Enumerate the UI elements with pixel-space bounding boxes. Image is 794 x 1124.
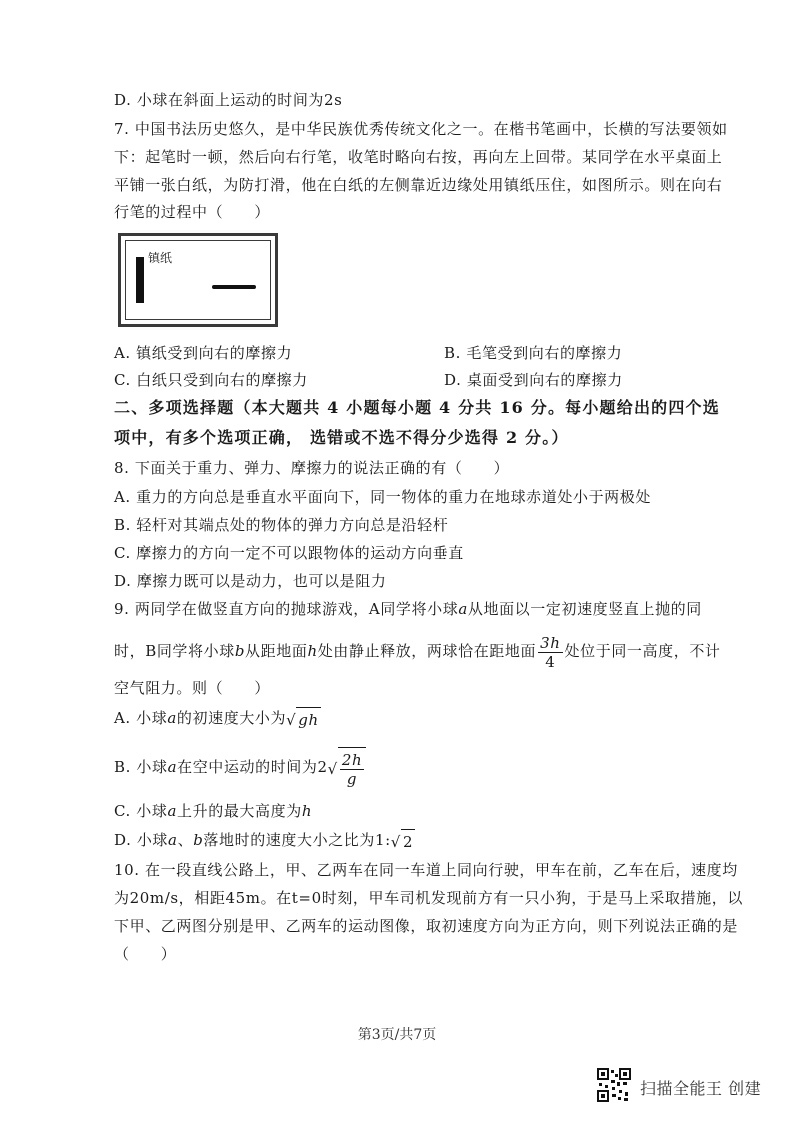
q9-text: C. 小球	[114, 802, 168, 820]
q9-var-a: a	[168, 831, 178, 849]
paperweight	[136, 257, 144, 303]
q7-figure	[118, 233, 278, 327]
brush-stroke	[212, 285, 256, 289]
q9-text: 的初速度大小为	[176, 709, 287, 727]
q8-option-c: C. 摩擦力的方向一定不可以跟物体的运动方向垂直	[114, 544, 464, 562]
q9-text: 落地时的速度大小之比为1:	[203, 831, 391, 849]
q8-option-a: A. 重力的方向总是垂直水平面向下，同一物体的重力在地球赤道处小于两极处	[114, 488, 651, 506]
q9-text: 9. 两同学在做竖直方向的抛球游戏，A同学将小球	[114, 600, 459, 618]
paperweight-label: 镇纸	[148, 251, 173, 265]
q10-stem-line-1: 10. 在一段直线公路上，甲、乙两车在同一车道上同向行驶，甲车在前，乙车在后，速度均	[114, 861, 738, 879]
radicand: 2	[401, 829, 415, 854]
q10-stem-line-2: 为20m/s，相距45m。在t=0时刻，甲车司机发现前方有一只小狗，于是马上采取措施，以	[114, 889, 743, 907]
section2-heading-line-2: 项中，有多个选项正确， 选错或不选不得分少选得 2 分。）	[114, 428, 569, 447]
q9-var-a: a	[167, 709, 177, 727]
q9-var-b: b	[234, 642, 246, 660]
q9-option-a	[114, 706, 321, 732]
fraction-3h-over-4	[538, 634, 562, 671]
scanner-watermark: 扫描全能王 创建	[640, 1079, 762, 1098]
q7-stem-line-4: 行笔的过程中（ ）	[114, 203, 271, 221]
q10-stem-line-4: （ ）	[114, 945, 177, 963]
radicand: gh	[296, 707, 320, 732]
q8-option-b: B. 轻杆对其端点处的物体的弹力方向总是沿轻杆	[114, 516, 449, 534]
q9-text: D. 小球	[114, 831, 169, 849]
q9-text: 上升的最大高度为	[177, 802, 302, 820]
q9-var-h: h	[307, 642, 318, 660]
q9-text: 从地面以一定初速度竖直上抛的同	[467, 600, 702, 618]
q9-text: 在空中运动的时间为2	[177, 758, 328, 776]
q7-stem-line-3: 平铺一张白纸，为防打滑，他在白纸的左侧靠近边缘处用镇纸压住，如图所示。则在向右	[114, 176, 723, 194]
q10-stem-line-3: 下甲、乙两图分别是甲、乙两车的运动图像，取初速度方向为正方向，则下列说法正确的是	[114, 917, 739, 935]
fraction-denominator: g	[346, 770, 358, 788]
section2-heading-line-1: 二、多项选择题（本大题共 4 小题每小题 4 分共 16 分。每小题给出的四个选	[114, 398, 720, 417]
q9-text: 、	[177, 831, 194, 849]
sqrt-2: √ 2	[391, 829, 415, 854]
q9-var-a: a	[167, 758, 178, 776]
fraction-denominator: 4	[545, 652, 556, 671]
fraction-numerator: 2h	[341, 751, 363, 769]
q7-stem-line-1: 7. 中国书法历史悠久，是中华民族优秀传统文化之一。在楷书笔画中，长横的写法要领如	[114, 120, 728, 138]
q7-option-a: A. 镇纸受到向右的摩擦力	[114, 344, 293, 362]
q7-option-d: D. 桌面受到向右的摩擦力	[444, 371, 623, 389]
q8-option-d: D. 摩擦力既可以是动力，也可以是阻力	[114, 572, 387, 590]
q9-option-c	[114, 801, 312, 821]
white-paper	[125, 240, 271, 320]
fraction-numerator: 3h	[540, 633, 561, 652]
qr-code-icon	[597, 1068, 631, 1102]
q7-stem-line-2: 下：起笔时一顿，然后向右行笔，收笔时略向右按，再向左上回带。某同学在水平桌面上	[114, 148, 723, 166]
q7-option-c: C. 白纸只受到向右的摩擦力	[114, 371, 308, 389]
q9-text: A. 小球	[114, 709, 168, 727]
q6-option-d: D. 小球在斜面上运动的时间为2s	[114, 91, 343, 109]
sqrt-2h-over-g: √ $\frac{2h}{g}$	[328, 747, 367, 790]
q9-option-b	[114, 746, 366, 790]
q8-stem: 8. 下面关于重力、弹力、摩擦力的说法正确的有（ ）	[114, 459, 510, 477]
page-number: 第3页/共7页	[357, 1027, 437, 1043]
q9-text: 处位于同一高度，不计	[564, 642, 721, 660]
q9-var-a: a	[458, 600, 468, 618]
sqrt-gh: √ gh	[286, 707, 321, 732]
q9-stem-line-3: 空气阻力。则（ ）	[114, 679, 271, 697]
q9-text: 从距地面	[245, 642, 308, 660]
q9-var-h: h	[301, 802, 313, 820]
q9-text: B. 小球	[114, 758, 168, 776]
q9-stem-line-1	[114, 599, 702, 619]
q9-var-b: b	[193, 831, 204, 849]
q9-var-a: a	[167, 802, 178, 820]
q7-option-b: B. 毛笔受到向右的摩擦力	[444, 344, 623, 362]
q9-stem-line-2	[114, 632, 721, 671]
q9-option-d	[114, 828, 415, 854]
q9-text: 处由静止释放，两球恰在距地面	[317, 642, 537, 660]
q9-text: 时，B同学将小球	[114, 642, 235, 660]
